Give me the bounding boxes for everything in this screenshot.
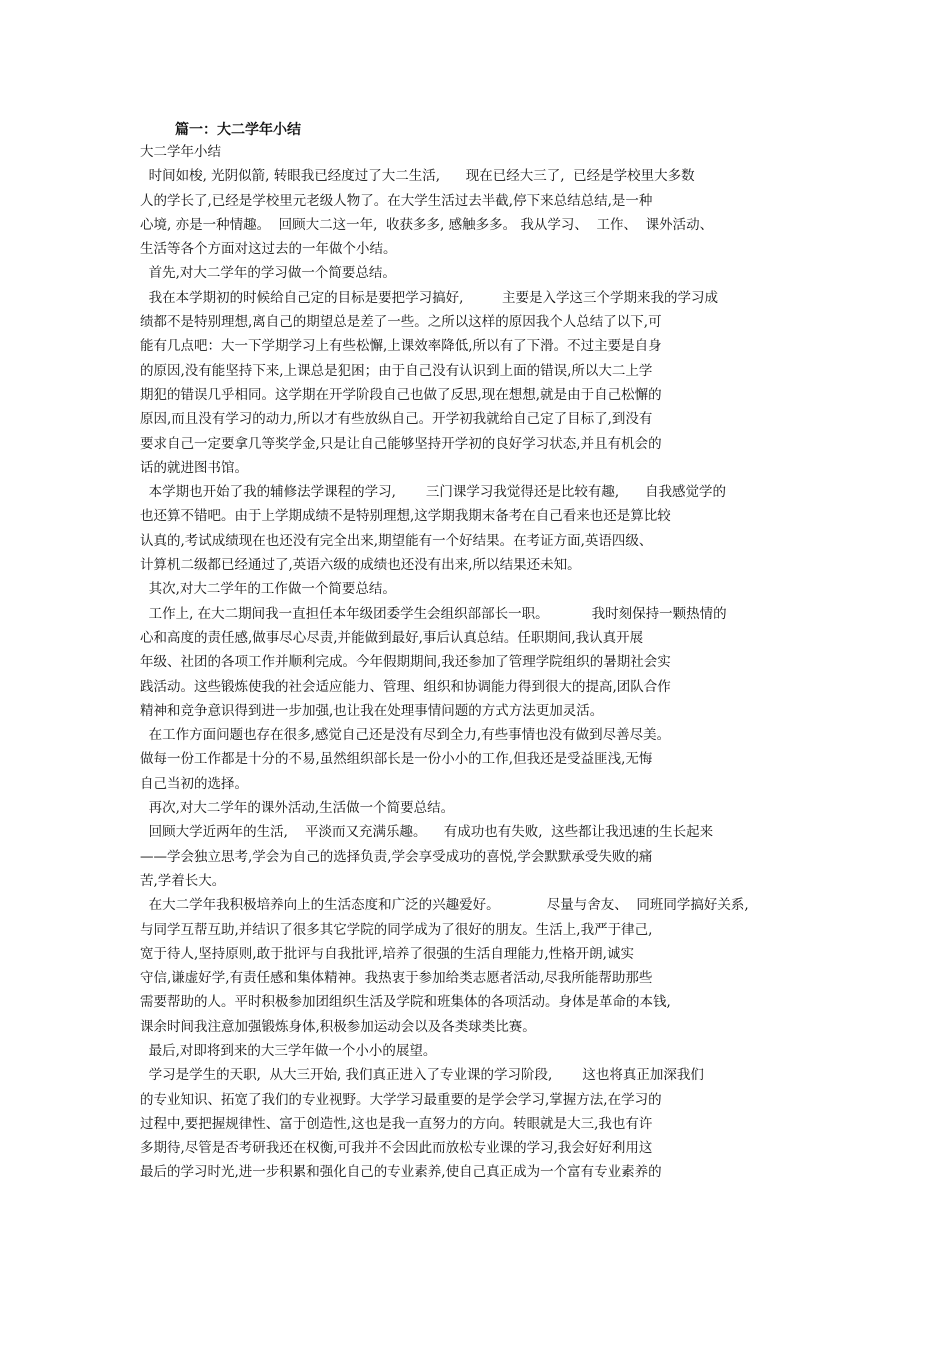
text-line: 守信,谦虚好学,有责任感和集体精神。我热衷于参加给类志愿者活动,尽我所能帮助那些	[140, 970, 653, 987]
text-line: 时间如梭, 光阴似箭, 转眼我已经度过了大二生活, 现在已经大三了, 已经是学校里大多数	[140, 168, 695, 185]
text-line: 最后的学习时光,进一步积累和强化自己的专业素养,使自己真正成为一个富有专业素养的	[140, 1164, 662, 1181]
text-line: 精神和竞争意识得到进一步加强,也让我在处理事情问题的方式方法更加灵活。	[140, 702, 604, 719]
text-line: 与同学互帮互助,并结识了很多其它学院的同学成为了很好的朋友。生活上,我严于律己,	[140, 921, 653, 938]
text-line: 绩都不是特别理想,离自己的期望总是差了一些。之所以这样的原因我个人总结了以下,可	[140, 314, 662, 331]
text-line: ——学会独立思考,学会为自己的选择负责,学会享受成功的喜悦,学会默默承受失败的痛	[140, 848, 653, 865]
text-line: 的原因,没有能坚持下来,上课总是犯困；由于自己没有认识到上面的错误,所以大二上学	[140, 362, 653, 379]
text-line: 认真的,考试成绩现在也还没有完全出来,期望能有一个好结果。在考证方面,英语四级、	[140, 532, 653, 549]
text-line: 践活动。这些锻炼使我的社会适应能力、管理、组织和协调能力得到很大的提高,团队合作	[140, 678, 671, 695]
text-line: 生活等各个方面对这过去的一年做个小结。	[140, 241, 397, 258]
text-line: 多期待,尽管是否考研我还在权衡,可我并不会因此而放松专业课的学习,我会好好利用这	[140, 1140, 653, 1157]
text-line: 做每一份工作都是十分的不易,虽然组织部长是一份小小的工作,但我还是受益匪浅,无悔	[140, 751, 653, 768]
text-line: 学习是学生的天职, 从大三开始, 我们真正进入了专业课的学习阶段, 这也将真正加深我们	[140, 1067, 704, 1084]
text-line: 年级、社团的各项工作并顺利完成。今年假期期间,我还参加了管理学院组织的暑期社会实	[140, 654, 671, 671]
text-line: 的专业知识、拓宽了我们的专业视野。大学学习最重要的是学会学习,掌握方法,在学习的	[140, 1091, 662, 1108]
text-line: 心境, 亦是一种情趣。 回顾大二这一年, 收获多多, 感触多多。 我从学习、 工作、 课外活动、	[140, 216, 714, 233]
document-heading: 篇一：大二学年小结	[175, 122, 301, 138]
text-line: 自己当初的选择。	[140, 775, 248, 792]
text-line: 计算机二级都已经通过了,英语六级的成绩也还没有出来,所以结果还未知。	[140, 557, 581, 574]
text-line: 宽于待人,坚持原则,敢于批评与自我批评,培养了很强的生活自理能力,性格开朗,诚实	[140, 945, 634, 962]
text-line: 再次,对大二学年的课外活动,生活做一个简要总结。	[140, 800, 455, 817]
text-line: 我在本学期初的时候给自己定的目标是要把学习搞好, 主要是入学这三个学期来我的学习成	[140, 289, 718, 306]
text-line: 在工作方面问题也存在很多,感觉自己还是没有尽到全力,有些事情也没有做到尽善尽美。	[140, 727, 671, 744]
text-line: 需要帮助的人。平时积极参加团组织生活及学院和班集体的各项活动。身体是革命的本钱,	[140, 994, 671, 1011]
text-line: 工作上, 在大二期间我一直担任本年级团委学生会组织部部长一职。 我时刻保持一颗热情的	[140, 605, 727, 622]
text-line: 其次,对大二学年的工作做一个简要总结。	[140, 581, 396, 598]
text-line: 心和高度的责任感,做事尽心尽责,并能做到最好,事后认真总结。任职期间,我认真开展	[140, 629, 644, 646]
text-line: 苦,学着长大。	[140, 872, 226, 889]
text-line: 话的就进图书馆。	[140, 459, 248, 476]
text-line: 本学期也开始了我的辅修法学课程的学习, 三门课学习我觉得还是比较有趣, 自我感觉学的	[140, 484, 726, 501]
document-body	[140, 140, 820, 1185]
text-line: 课余时间我注意加强锻炼身体,积极参加运动会以及各类球类比赛。	[140, 1018, 536, 1035]
text-line: 在大二学年我积极培养向上的生活态度和广泛的兴趣爱好。 尽量与舍友、 同班同学搞好关系,	[140, 897, 749, 914]
text-line: 过程中,要把握规律性、富于创造性,这也是我一直努力的方向。转眼就是大三,我也有许	[140, 1115, 653, 1132]
text-line: 要求自己一定要拿几等奖学金,只是让自己能够坚持开学初的良好学习状态,并且有机会的	[140, 435, 662, 452]
text-line: 大二学年小结	[140, 144, 221, 160]
text-line: 能有几点吧：大一下学期学习上有些松懈,上课效率降低,所以有了下滑。不过主要是自身	[140, 338, 662, 355]
text-line: 期犯的错误几乎相同。这学期在开学阶段自己也做了反思,现在想想,就是由于自己松懈的	[140, 386, 662, 403]
text-line: 人的学长了,已经是学校里元老级人物了。在大学生活过去半截,停下来总结总结,是一种	[140, 192, 653, 209]
text-line: 原因,而且没有学习的动力,所以才有些放纵自己。开学初我就给自己定了目标了,到没有	[140, 411, 653, 428]
text-line: 也还算不错吧。由于上学期成绩不是特别理想,这学期我期末备考在自己看来也还是算比较	[140, 508, 671, 525]
text-line: 最后,对即将到来的大三学年做一个小小的展望。	[140, 1042, 437, 1059]
text-line: 首先,对大二学年的学习做一个简要总结。	[140, 265, 396, 282]
text-line: 回顾大学近两年的生活, 平淡而又充满乐趣。 有成功也有失败, 这些都让我迅速的生长起来	[140, 824, 714, 841]
